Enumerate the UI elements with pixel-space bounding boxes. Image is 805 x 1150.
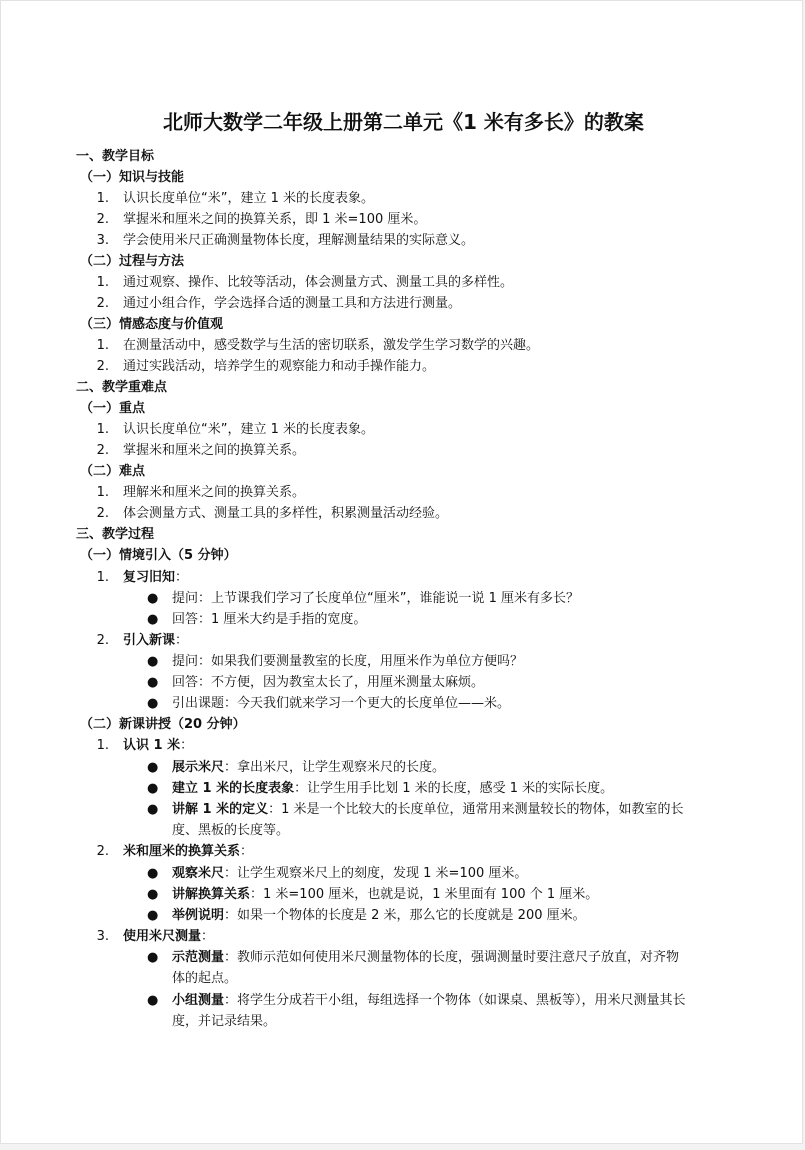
- document-title: 北师大数学二年级上册第二单元《1 米有多长》的教案: [163, 110, 644, 134]
- subsection-heading-intro: （一）情境引入（5 分钟）: [80, 548, 237, 563]
- section-heading-teaching-process: 三、教学过程: [76, 527, 155, 542]
- list-number: 2.: [96, 443, 109, 458]
- bullet-icon: ●: [147, 887, 159, 902]
- bullet-item: 回答：1 厘米大约是手指的宽度。: [172, 612, 367, 627]
- list-number: 1.: [96, 275, 109, 290]
- list-number: 2.: [96, 359, 109, 374]
- bullet-icon: ●: [147, 950, 159, 965]
- list-item: 认识长度单位“米”，建立 1 米的长度表象。: [123, 422, 375, 437]
- bullet-item: 提问：如果我们要测量教室的长度，用厘米作为单位方便吗？: [172, 654, 524, 669]
- list-item: 学会使用米尺正确测量物体长度，理解测量结果的实际意义。: [123, 233, 475, 248]
- list-number: 2.: [96, 633, 109, 648]
- step-label: 认识 1 米：: [123, 738, 194, 753]
- list-number: 1.: [96, 570, 109, 585]
- step-label: 复习旧知：: [123, 570, 189, 585]
- bullet-item: 回答：不方便，因为教室太长了，用厘米测量太麻烦。: [172, 675, 485, 690]
- list-item: 通过观察、操作、比较等活动，体会测量方式、测量工具的多样性。: [123, 275, 514, 290]
- list-number: 1.: [96, 738, 109, 753]
- list-item: 通过实践活动，培养学生的观察能力和动手操作能力。: [123, 359, 436, 374]
- step-label: 米和厘米的换算关系：: [123, 844, 254, 859]
- bullet-item-continuation: 体的起点。: [172, 971, 238, 986]
- list-item: 理解米和厘米之间的换算关系。: [123, 485, 306, 500]
- list-item: 在测量活动中，感受数学与生活的密切联系，激发学生学习数学的兴趣。: [123, 338, 540, 353]
- bullet-icon: ●: [147, 591, 159, 606]
- list-number: 1.: [96, 485, 109, 500]
- list-number: 2.: [96, 506, 109, 521]
- list-number: 1.: [96, 338, 109, 353]
- list-number: 1.: [96, 422, 109, 437]
- step-label: 引入新课：: [123, 633, 189, 648]
- list-item: 通过小组合作，学会选择合适的测量工具和方法进行测量。: [123, 296, 462, 311]
- list-item: 认识长度单位“米”，建立 1 米的长度表象。: [123, 191, 375, 206]
- subsection-heading-process: （二）过程与方法: [80, 254, 185, 269]
- list-item: 体会测量方式、测量工具的多样性，积累测量活动经验。: [123, 506, 449, 521]
- bullet-icon: ●: [147, 866, 159, 881]
- subsection-heading-knowledge: （一）知识与技能: [80, 170, 185, 185]
- bullet-item: 引出课题：今天我们就来学习一个更大的长度单位——米。: [172, 696, 511, 711]
- bullet-icon: ●: [147, 675, 159, 690]
- list-item: 掌握米和厘米之间的换算关系。: [123, 443, 306, 458]
- list-number: 2.: [96, 844, 109, 859]
- bullet-icon: ●: [147, 908, 159, 923]
- list-number: 3.: [96, 233, 109, 248]
- section-heading-objectives: 一、教学目标: [76, 149, 155, 164]
- bullet-item: 示范测量：教师示范如何使用米尺测量物体的长度，强调测量时要注意尺子放直，对齐物: [172, 950, 680, 965]
- bullet-icon: ●: [147, 654, 159, 669]
- list-number: 3.: [96, 929, 109, 944]
- bullet-icon: ●: [147, 802, 159, 817]
- bullet-icon: ●: [147, 612, 159, 627]
- list-number: 2.: [96, 212, 109, 227]
- bullet-icon: ●: [147, 993, 159, 1008]
- bullet-item: 提问：上节课我们学习了长度单位“厘米”，谁能说一说 1 厘米有多长？: [172, 591, 580, 606]
- bullet-item: 观察米尺：让学生观察米尺上的刻度，发现 1 米=100 厘米。: [172, 866, 528, 881]
- bullet-item: 小组测量：将学生分成若干小组，每组选择一个物体（如课桌、黑板等），用米尺测量其长: [172, 993, 686, 1008]
- subsection-heading-new-lesson: （二）新课讲授（20 分钟）: [80, 717, 246, 732]
- subsection-heading-values: （三）情感态度与价值观: [80, 317, 224, 332]
- bullet-item: 展示米尺：拿出米尺，让学生观察米尺的长度。: [172, 760, 446, 775]
- step-label: 使用米尺测量：: [123, 929, 215, 944]
- bullet-icon: ●: [147, 781, 159, 796]
- bullet-item: 举例说明：如果一个物体的长度是 2 米，那么它的长度就是 200 厘米。: [172, 908, 586, 923]
- list-number: 2.: [96, 296, 109, 311]
- bullet-item: 讲解 1 米的定义：1 米是一个比较大的长度单位，通常用来测量较长的物体，如教室的长: [172, 802, 684, 817]
- bullet-icon: ●: [147, 696, 159, 711]
- subsection-heading-focus: （一）重点: [80, 401, 146, 416]
- bullet-item-continuation: 度、黑板的长度等。: [172, 823, 290, 838]
- list-item: 掌握米和厘米之间的换算关系，即 1 米=100 厘米。: [123, 212, 427, 227]
- bullet-item: 讲解换算关系：1 米=100 厘米，也就是说，1 米里面有 100 个 1 厘米。: [172, 887, 599, 902]
- bullet-item: 建立 1 米的长度表象：让学生用手比划 1 米的长度，感受 1 米的实际长度。: [172, 781, 614, 796]
- bullet-item-continuation: 度，并记录结果。: [172, 1014, 277, 1029]
- bullet-icon: ●: [147, 760, 159, 775]
- subsection-heading-difficulty: （二）难点: [80, 464, 146, 479]
- section-heading-key-points: 二、教学重难点: [76, 380, 168, 395]
- list-number: 1.: [96, 191, 109, 206]
